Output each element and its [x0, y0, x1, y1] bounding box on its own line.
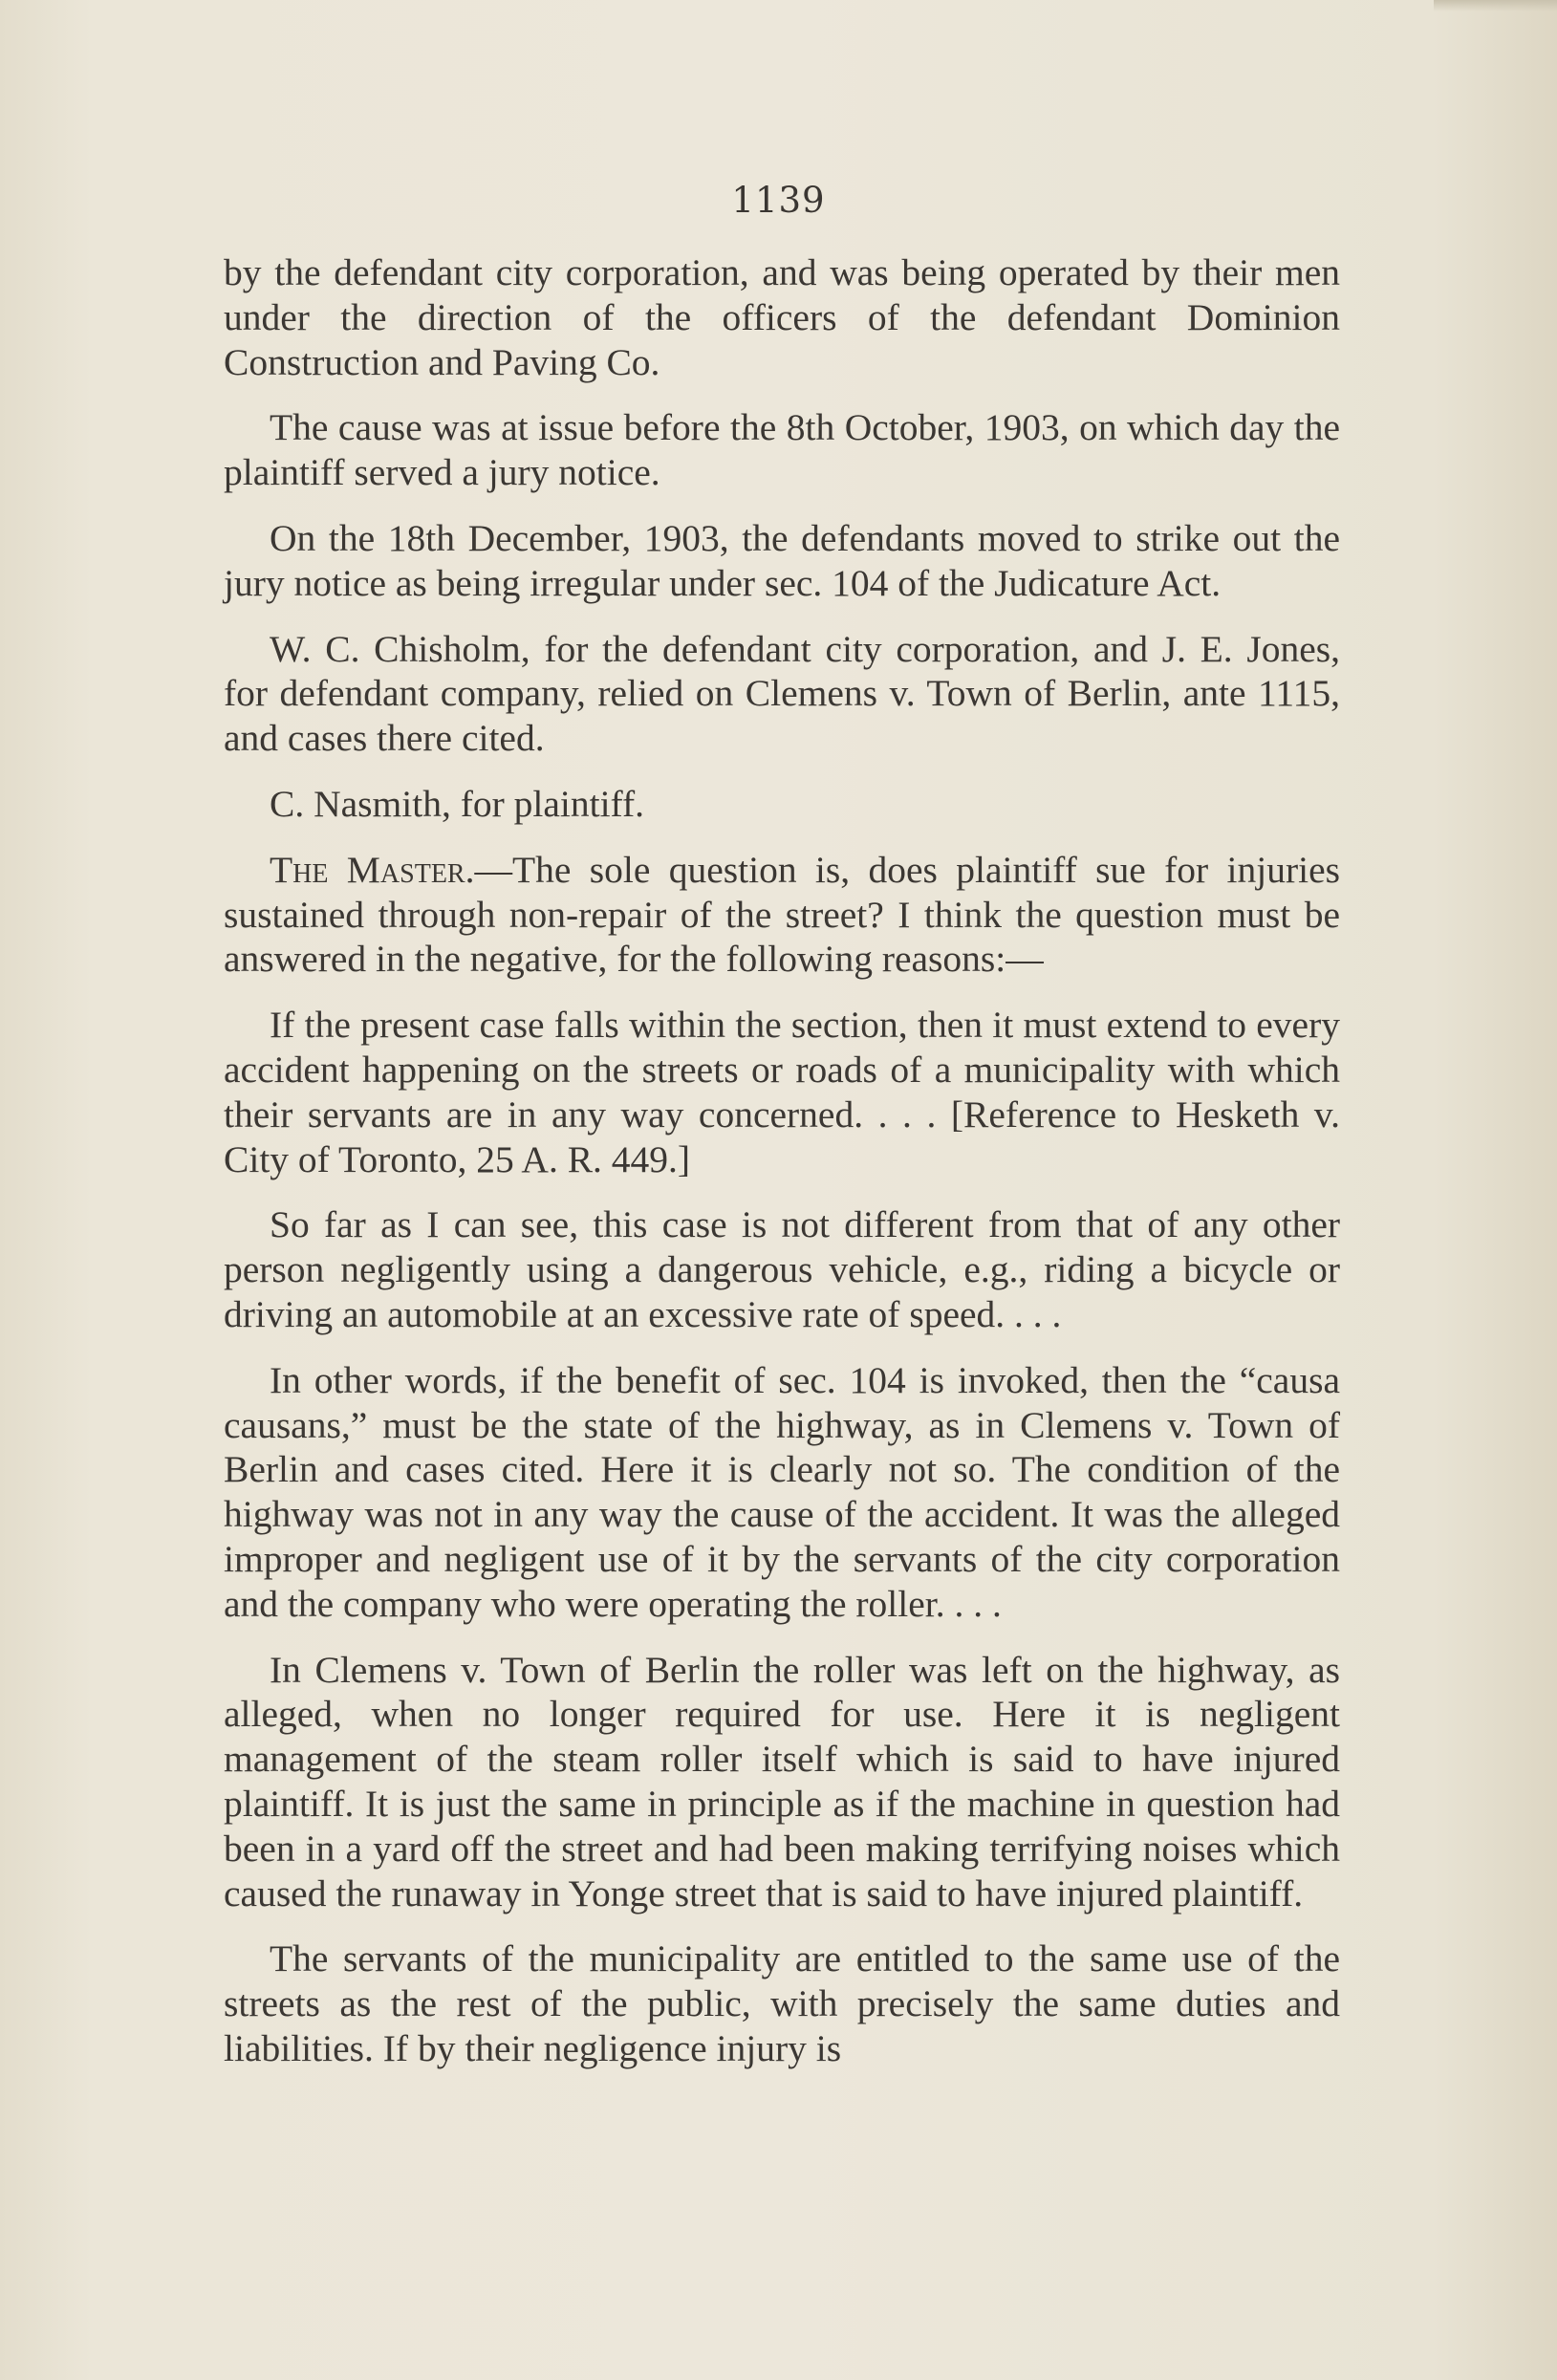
paragraph-master-opinion: [224, 848, 1340, 982]
paragraph-section-scope: If the present case falls within the section, then it must extend to every accident happening on the streets or roads of a municipality with which their servants are in any way concerned. . . . [Reference to Hesketh v. City of Toronto, 25 A. R. 449.]: [224, 1004, 1340, 1180]
paragraph-vehicle-comparison: So far as I can see, this case is not different from that of any other person negligently using a dangerous vehicle, e.g., riding a bicycle or driving an automobile at an excessive rate of speed. . . .: [224, 1203, 1340, 1335]
paragraph-defendant-counsel: W. C. Chisholm, for the defendant city corporation, and J. E. Jones, for defendant company, relied on Clemens v. Town of Berlin, ante 1115, and cases there cited.: [224, 627, 1340, 760]
page-number: 1139: [731, 180, 826, 221]
paragraph-causa-causans: In other words, if the benefit of sec. 104 is invoked, then the “causa causans,” must be the state of the highway, as in Clemens v. Town of Berlin and cases cited. Here it is clearly not so. The condition of the highway was not in any way the cause of the accident. It was the alleged improper and negligent use of it by the servants of the city corporation and the company who were operating the roller. . . .: [224, 1358, 1340, 1625]
page-edge-shadow: [1434, 0, 1557, 11]
opinion-text: —The sole question is, does plaintiff sue for injuries sustained through non-repair of the street? I think the question must be answered in the negative, for the following reasons:—: [224, 848, 1341, 981]
paragraph-motion: On the 18th December, 1903, the defendants moved to strike out the jury notice as being irregular under sec. 104 of the Judicature Act.: [224, 516, 1340, 604]
paragraph-jury-notice: The cause was at issue before the 8th October, 1903, on which day the plaintiff served a jury notice.: [224, 406, 1340, 494]
paragraph-clemens-distinction: In Clemens v. Town of Berlin the roller was left on the highway, as alleged, when no longer required for use. Here it is negligent management of the steam roller itself which is said to have injured plaintiff. It is just the same in principle as if the machine in question had been in a yard off the street and had been making terrifying noises which caused the runaway in Yonge street that is said to have injured plaintiff.: [224, 1648, 1340, 1915]
paragraph-continuation: by the defendant city corporation, and was being operated by their men under the direction of the officers of the defendant Dominion Construction and Paving Co.: [224, 251, 1340, 383]
paragraph-plaintiff-counsel: C. Nasmith, for plaintiff.: [270, 782, 645, 825]
paragraph-servants-duties: The servants of the municipality are entitled to the same use of the streets as the rest of the public, with precisely the same duties and liabilities. If by their negligence injury is: [224, 1937, 1340, 2069]
speaker-label: The Master.: [270, 848, 475, 891]
page-body: [224, 250, 1340, 2092]
